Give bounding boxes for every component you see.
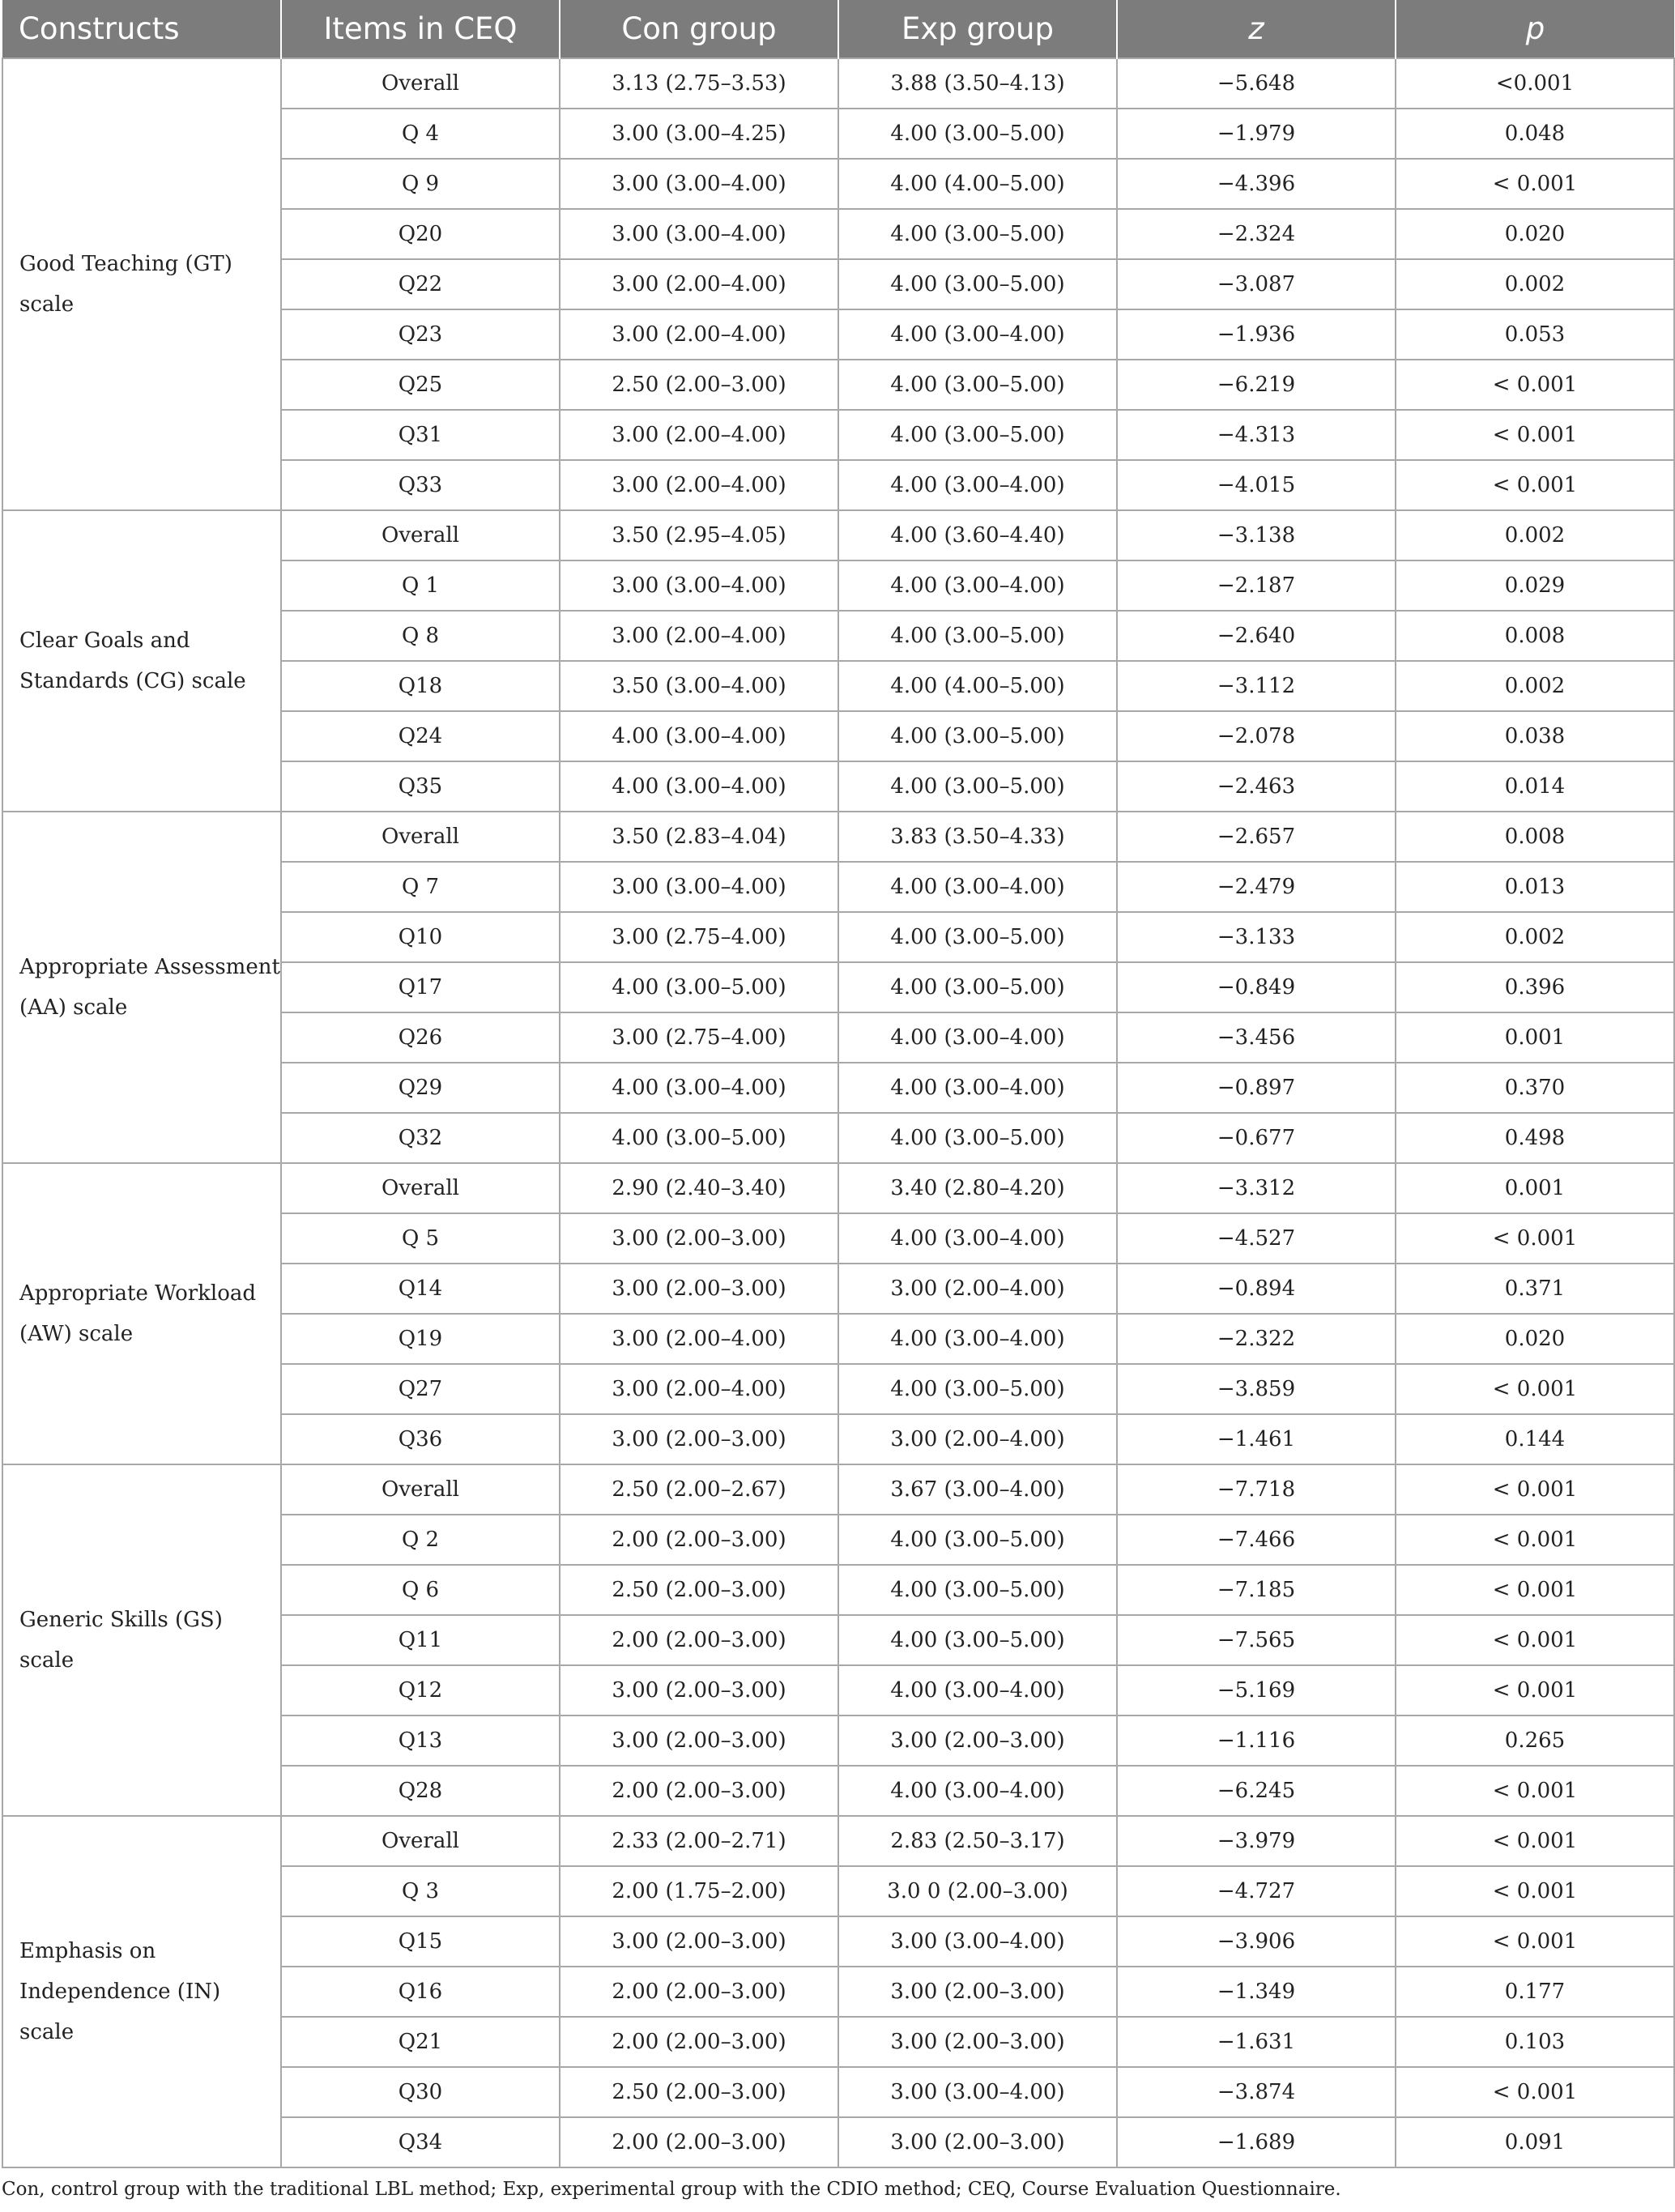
exp-group-cell: 4.00 (3.00–4.00) <box>838 1063 1117 1113</box>
con-group-cell: 3.00 (2.00–4.00) <box>560 309 838 360</box>
z-cell: −2.324 <box>1117 209 1396 259</box>
con-group-cell: 3.00 (2.75–4.00) <box>560 1012 838 1063</box>
construct-cell: Appropriate Assessment (AA) scale <box>2 812 281 1163</box>
exp-group-cell: 4.00 (3.00–5.00) <box>838 761 1117 812</box>
item-cell: Q16 <box>281 1967 560 2017</box>
item-cell: Q35 <box>281 761 560 812</box>
exp-group-cell: 3.88 (3.50–4.13) <box>838 58 1117 109</box>
con-group-cell: 3.00 (2.00–4.00) <box>560 1364 838 1414</box>
p-cell: < 0.001 <box>1396 159 1674 209</box>
z-cell: −1.936 <box>1117 309 1396 360</box>
item-cell: Q 2 <box>281 1515 560 1565</box>
header-items: Items in CEQ <box>281 0 560 58</box>
exp-group-cell: 4.00 (3.00–5.00) <box>838 410 1117 460</box>
item-cell: Q 4 <box>281 109 560 159</box>
con-group-cell: 3.00 (2.00–3.00) <box>560 1665 838 1715</box>
item-cell: Q10 <box>281 912 560 962</box>
item-cell: Q30 <box>281 2067 560 2117</box>
p-cell: 0.396 <box>1396 962 1674 1012</box>
z-cell: −3.312 <box>1117 1163 1396 1213</box>
z-cell: −3.979 <box>1117 1816 1396 1866</box>
z-cell: −1.116 <box>1117 1715 1396 1766</box>
header-exp-group: Exp group <box>838 0 1117 58</box>
exp-group-cell: 4.00 (3.00–4.00) <box>838 460 1117 510</box>
z-cell: −2.322 <box>1117 1314 1396 1364</box>
item-cell: Q32 <box>281 1113 560 1163</box>
item-cell: Q26 <box>281 1012 560 1063</box>
z-cell: −7.185 <box>1117 1565 1396 1615</box>
construct-cell: Appropriate Workload (AW) scale <box>2 1163 281 1464</box>
p-cell: 0.038 <box>1396 711 1674 761</box>
item-cell: Q11 <box>281 1615 560 1665</box>
con-group-cell: 2.50 (2.00–3.00) <box>560 1565 838 1615</box>
table-row <box>2 1163 1674 1213</box>
con-group-cell: 3.00 (2.00–3.00) <box>560 1213 838 1264</box>
construct-cell: Generic Skills (GS) scale <box>2 1464 281 1816</box>
construct-cell: Good Teaching (GT) scale <box>2 58 281 510</box>
con-group-cell: 3.00 (2.00–3.00) <box>560 1916 838 1967</box>
con-group-cell: 2.00 (2.00–3.00) <box>560 1967 838 2017</box>
exp-group-cell: 4.00 (3.00–5.00) <box>838 611 1117 661</box>
item-cell: Overall <box>281 1816 560 1866</box>
exp-group-cell: 4.00 (3.00–4.00) <box>838 309 1117 360</box>
p-cell: 0.029 <box>1396 560 1674 611</box>
header-z: z <box>1117 0 1396 58</box>
p-cell: 0.001 <box>1396 1012 1674 1063</box>
exp-group-cell: 3.00 (2.00–3.00) <box>838 1715 1117 1766</box>
item-cell: Q 7 <box>281 862 560 912</box>
p-cell: < 0.001 <box>1396 360 1674 410</box>
exp-group-cell: 4.00 (3.00–4.00) <box>838 560 1117 611</box>
con-group-cell: 3.00 (3.00–4.00) <box>560 862 838 912</box>
z-cell: −1.349 <box>1117 1967 1396 2017</box>
p-cell: 0.002 <box>1396 661 1674 711</box>
item-cell: Overall <box>281 58 560 109</box>
z-cell: −6.245 <box>1117 1766 1396 1816</box>
exp-group-cell: 4.00 (3.00–5.00) <box>838 1364 1117 1414</box>
z-cell: −4.727 <box>1117 1866 1396 1916</box>
exp-group-cell: 4.00 (3.00–5.00) <box>838 1113 1117 1163</box>
z-cell: −1.689 <box>1117 2117 1396 2167</box>
item-cell: Q20 <box>281 209 560 259</box>
table-row <box>2 1464 1674 1515</box>
con-group-cell: 2.00 (1.75–2.00) <box>560 1866 838 1916</box>
exp-group-cell: 4.00 (3.60–4.40) <box>838 510 1117 560</box>
p-cell: < 0.001 <box>1396 1615 1674 1665</box>
con-group-cell: 2.00 (2.00–3.00) <box>560 2117 838 2167</box>
z-cell: −4.396 <box>1117 159 1396 209</box>
p-cell: 0.103 <box>1396 2017 1674 2067</box>
item-cell: Q 5 <box>281 1213 560 1264</box>
ceq-results-table <box>2 0 1675 2168</box>
con-group-cell: 3.00 (3.00–4.00) <box>560 209 838 259</box>
exp-group-cell: 4.00 (3.00–5.00) <box>838 1615 1117 1665</box>
item-cell: Q23 <box>281 309 560 360</box>
exp-group-cell: 4.00 (3.00–4.00) <box>838 1665 1117 1715</box>
con-group-cell: 2.00 (2.00–3.00) <box>560 1766 838 1816</box>
con-group-cell: 3.00 (3.00–4.00) <box>560 560 838 611</box>
exp-group-cell: 3.00 (2.00–3.00) <box>838 2117 1117 2167</box>
item-cell: Q12 <box>281 1665 560 1715</box>
item-cell: Q27 <box>281 1364 560 1414</box>
item-cell: Overall <box>281 812 560 862</box>
z-cell: −0.849 <box>1117 962 1396 1012</box>
z-cell: −7.718 <box>1117 1464 1396 1515</box>
z-cell: −2.078 <box>1117 711 1396 761</box>
con-group-cell: 3.00 (2.00–4.00) <box>560 611 838 661</box>
p-cell: 0.013 <box>1396 862 1674 912</box>
table-body <box>2 58 1674 2167</box>
exp-group-cell: 4.00 (4.00–5.00) <box>838 661 1117 711</box>
p-cell: < 0.001 <box>1396 1665 1674 1715</box>
con-group-cell: 2.00 (2.00–3.00) <box>560 2017 838 2067</box>
exp-group-cell: 3.40 (2.80–4.20) <box>838 1163 1117 1213</box>
item-cell: Q34 <box>281 2117 560 2167</box>
item-cell: Q17 <box>281 962 560 1012</box>
z-cell: −6.219 <box>1117 360 1396 410</box>
item-cell: Q25 <box>281 360 560 410</box>
p-cell: 0.265 <box>1396 1715 1674 1766</box>
con-group-cell: 2.00 (2.00–3.00) <box>560 1615 838 1665</box>
exp-group-cell: 4.00 (3.00–5.00) <box>838 109 1117 159</box>
item-cell: Q18 <box>281 661 560 711</box>
p-cell: 0.091 <box>1396 2117 1674 2167</box>
p-cell: < 0.001 <box>1396 1766 1674 1816</box>
z-cell: −3.874 <box>1117 2067 1396 2117</box>
p-cell: 0.048 <box>1396 109 1674 159</box>
p-cell: < 0.001 <box>1396 1364 1674 1414</box>
con-group-cell: 3.50 (2.83–4.04) <box>560 812 838 862</box>
item-cell: Q19 <box>281 1314 560 1364</box>
con-group-cell: 4.00 (3.00–4.00) <box>560 1063 838 1113</box>
item-cell: Q33 <box>281 460 560 510</box>
con-group-cell: 3.00 (2.00–3.00) <box>560 1715 838 1766</box>
con-group-cell: 4.00 (3.00–5.00) <box>560 1113 838 1163</box>
con-group-cell: 2.33 (2.00–2.71) <box>560 1816 838 1866</box>
exp-group-cell: 3.00 (3.00–4.00) <box>838 2067 1117 2117</box>
table-footnote: Con, control group with the traditional LBL method; Exp, experimental group with the CDIO method; CEQ, Course Evaluation Questionnaire. <box>2 2179 1341 2200</box>
item-cell: Q31 <box>281 410 560 460</box>
z-cell: −0.894 <box>1117 1264 1396 1314</box>
con-group-cell: 3.00 (2.00–3.00) <box>560 1414 838 1464</box>
item-cell: Q 3 <box>281 1866 560 1916</box>
z-cell: −2.640 <box>1117 611 1396 661</box>
p-cell: 0.020 <box>1396 209 1674 259</box>
con-group-cell: 2.50 (2.00–3.00) <box>560 2067 838 2117</box>
p-cell: < 0.001 <box>1396 2067 1674 2117</box>
p-cell: < 0.001 <box>1396 410 1674 460</box>
p-cell: < 0.001 <box>1396 1464 1674 1515</box>
z-cell: −7.565 <box>1117 1615 1396 1665</box>
z-cell: −0.897 <box>1117 1063 1396 1113</box>
exp-group-cell: 4.00 (3.00–5.00) <box>838 1565 1117 1615</box>
p-cell: 0.498 <box>1396 1113 1674 1163</box>
exp-group-cell: 3.00 (2.00–4.00) <box>838 1264 1117 1314</box>
exp-group-cell: 4.00 (3.00–4.00) <box>838 1314 1117 1364</box>
z-cell: −3.859 <box>1117 1364 1396 1414</box>
item-cell: Q15 <box>281 1916 560 1967</box>
exp-group-cell: 4.00 (3.00–4.00) <box>838 1766 1117 1816</box>
p-cell: 0.177 <box>1396 1967 1674 2017</box>
z-cell: −3.112 <box>1117 661 1396 711</box>
exp-group-cell: 4.00 (3.00–5.00) <box>838 259 1117 309</box>
construct-cell: Emphasis on Independence (IN) scale <box>2 1816 281 2167</box>
z-cell: −1.461 <box>1117 1414 1396 1464</box>
z-cell: −5.169 <box>1117 1665 1396 1715</box>
item-cell: Q24 <box>281 711 560 761</box>
z-cell: −3.087 <box>1117 259 1396 309</box>
p-cell: 0.370 <box>1396 1063 1674 1113</box>
exp-group-cell: 3.00 (2.00–3.00) <box>838 1967 1117 2017</box>
con-group-cell: 3.50 (3.00–4.00) <box>560 661 838 711</box>
p-cell: < 0.001 <box>1396 1515 1674 1565</box>
con-group-cell: 4.00 (3.00–4.00) <box>560 761 838 812</box>
item-cell: Q 6 <box>281 1565 560 1615</box>
exp-group-cell: 3.0 0 (2.00–3.00) <box>838 1866 1117 1916</box>
con-group-cell: 3.50 (2.95–4.05) <box>560 510 838 560</box>
z-cell: −1.631 <box>1117 2017 1396 2067</box>
table-row <box>2 1816 1674 1866</box>
item-cell: Overall <box>281 1163 560 1213</box>
exp-group-cell: 3.83 (3.50–4.33) <box>838 812 1117 862</box>
p-cell: 0.001 <box>1396 1163 1674 1213</box>
p-cell: 0.014 <box>1396 761 1674 812</box>
table-row <box>2 58 1674 109</box>
exp-group-cell: 4.00 (3.00–5.00) <box>838 1515 1117 1565</box>
header-p: p <box>1396 0 1674 58</box>
table-row <box>2 510 1674 560</box>
con-group-cell: 3.00 (3.00–4.25) <box>560 109 838 159</box>
header-con-group: Con group <box>560 0 838 58</box>
item-cell: Q13 <box>281 1715 560 1766</box>
z-cell: −7.466 <box>1117 1515 1396 1565</box>
con-group-cell: 3.00 (2.00–4.00) <box>560 259 838 309</box>
z-cell: −0.677 <box>1117 1113 1396 1163</box>
con-group-cell: 2.50 (2.00–2.67) <box>560 1464 838 1515</box>
exp-group-cell: 4.00 (3.00–5.00) <box>838 711 1117 761</box>
item-cell: Q28 <box>281 1766 560 1816</box>
item-cell: Q29 <box>281 1063 560 1113</box>
exp-group-cell: 4.00 (3.00–5.00) <box>838 360 1117 410</box>
con-group-cell: 2.50 (2.00–3.00) <box>560 360 838 410</box>
item-cell: Q 8 <box>281 611 560 661</box>
z-cell: −2.463 <box>1117 761 1396 812</box>
item-cell: Q21 <box>281 2017 560 2067</box>
exp-group-cell: 4.00 (4.00–5.00) <box>838 159 1117 209</box>
item-cell: Q22 <box>281 259 560 309</box>
exp-group-cell: 3.00 (2.00–3.00) <box>838 2017 1117 2067</box>
p-cell: 0.008 <box>1396 812 1674 862</box>
con-group-cell: 3.00 (2.00–4.00) <box>560 410 838 460</box>
z-cell: −3.456 <box>1117 1012 1396 1063</box>
p-cell: < 0.001 <box>1396 460 1674 510</box>
item-cell: Overall <box>281 1464 560 1515</box>
con-group-cell: 3.00 (3.00–4.00) <box>560 159 838 209</box>
z-cell: −5.648 <box>1117 58 1396 109</box>
z-cell: −3.906 <box>1117 1916 1396 1967</box>
exp-group-cell: 3.67 (3.00–4.00) <box>838 1464 1117 1515</box>
z-cell: −2.479 <box>1117 862 1396 912</box>
item-cell: Q 9 <box>281 159 560 209</box>
p-cell: < 0.001 <box>1396 1565 1674 1615</box>
p-cell: 0.020 <box>1396 1314 1674 1364</box>
header-constructs: Constructs <box>2 0 281 58</box>
p-cell: < 0.001 <box>1396 1816 1674 1866</box>
header-row <box>2 0 1674 58</box>
con-group-cell: 4.00 (3.00–4.00) <box>560 711 838 761</box>
p-cell: 0.053 <box>1396 309 1674 360</box>
exp-group-cell: 4.00 (3.00–5.00) <box>838 209 1117 259</box>
z-cell: −4.015 <box>1117 460 1396 510</box>
p-cell: 0.371 <box>1396 1264 1674 1314</box>
p-cell: 0.002 <box>1396 259 1674 309</box>
z-cell: −1.979 <box>1117 109 1396 159</box>
p-cell: 0.002 <box>1396 912 1674 962</box>
p-cell: 0.008 <box>1396 611 1674 661</box>
p-cell: 0.144 <box>1396 1414 1674 1464</box>
con-group-cell: 3.00 (2.00–4.00) <box>560 1314 838 1364</box>
item-cell: Q36 <box>281 1414 560 1464</box>
construct-cell: Clear Goals and Standards (CG) scale <box>2 510 281 812</box>
exp-group-cell: 4.00 (3.00–4.00) <box>838 1213 1117 1264</box>
z-cell: −4.527 <box>1117 1213 1396 1264</box>
con-group-cell: 3.00 (2.75–4.00) <box>560 912 838 962</box>
table-row <box>2 812 1674 862</box>
exp-group-cell: 4.00 (3.00–4.00) <box>838 1012 1117 1063</box>
exp-group-cell: 4.00 (3.00–5.00) <box>838 912 1117 962</box>
item-cell: Overall <box>281 510 560 560</box>
con-group-cell: 4.00 (3.00–5.00) <box>560 962 838 1012</box>
exp-group-cell: 3.00 (3.00–4.00) <box>838 1916 1117 1967</box>
z-cell: −4.313 <box>1117 410 1396 460</box>
p-cell: < 0.001 <box>1396 1213 1674 1264</box>
con-group-cell: 2.90 (2.40–3.40) <box>560 1163 838 1213</box>
p-cell: < 0.001 <box>1396 1866 1674 1916</box>
z-cell: −2.187 <box>1117 560 1396 611</box>
con-group-cell: 2.00 (2.00–3.00) <box>560 1515 838 1565</box>
exp-group-cell: 3.00 (2.00–4.00) <box>838 1414 1117 1464</box>
item-cell: Q 1 <box>281 560 560 611</box>
exp-group-cell: 4.00 (3.00–4.00) <box>838 862 1117 912</box>
con-group-cell: 3.00 (2.00–4.00) <box>560 460 838 510</box>
p-cell: 0.002 <box>1396 510 1674 560</box>
exp-group-cell: 2.83 (2.50–3.17) <box>838 1816 1117 1866</box>
z-cell: −2.657 <box>1117 812 1396 862</box>
z-cell: −3.138 <box>1117 510 1396 560</box>
p-cell: <0.001 <box>1396 58 1674 109</box>
con-group-cell: 3.13 (2.75–3.53) <box>560 58 838 109</box>
p-cell: < 0.001 <box>1396 1916 1674 1967</box>
exp-group-cell: 4.00 (3.00–5.00) <box>838 962 1117 1012</box>
con-group-cell: 3.00 (2.00–3.00) <box>560 1264 838 1314</box>
z-cell: −3.133 <box>1117 912 1396 962</box>
item-cell: Q14 <box>281 1264 560 1314</box>
